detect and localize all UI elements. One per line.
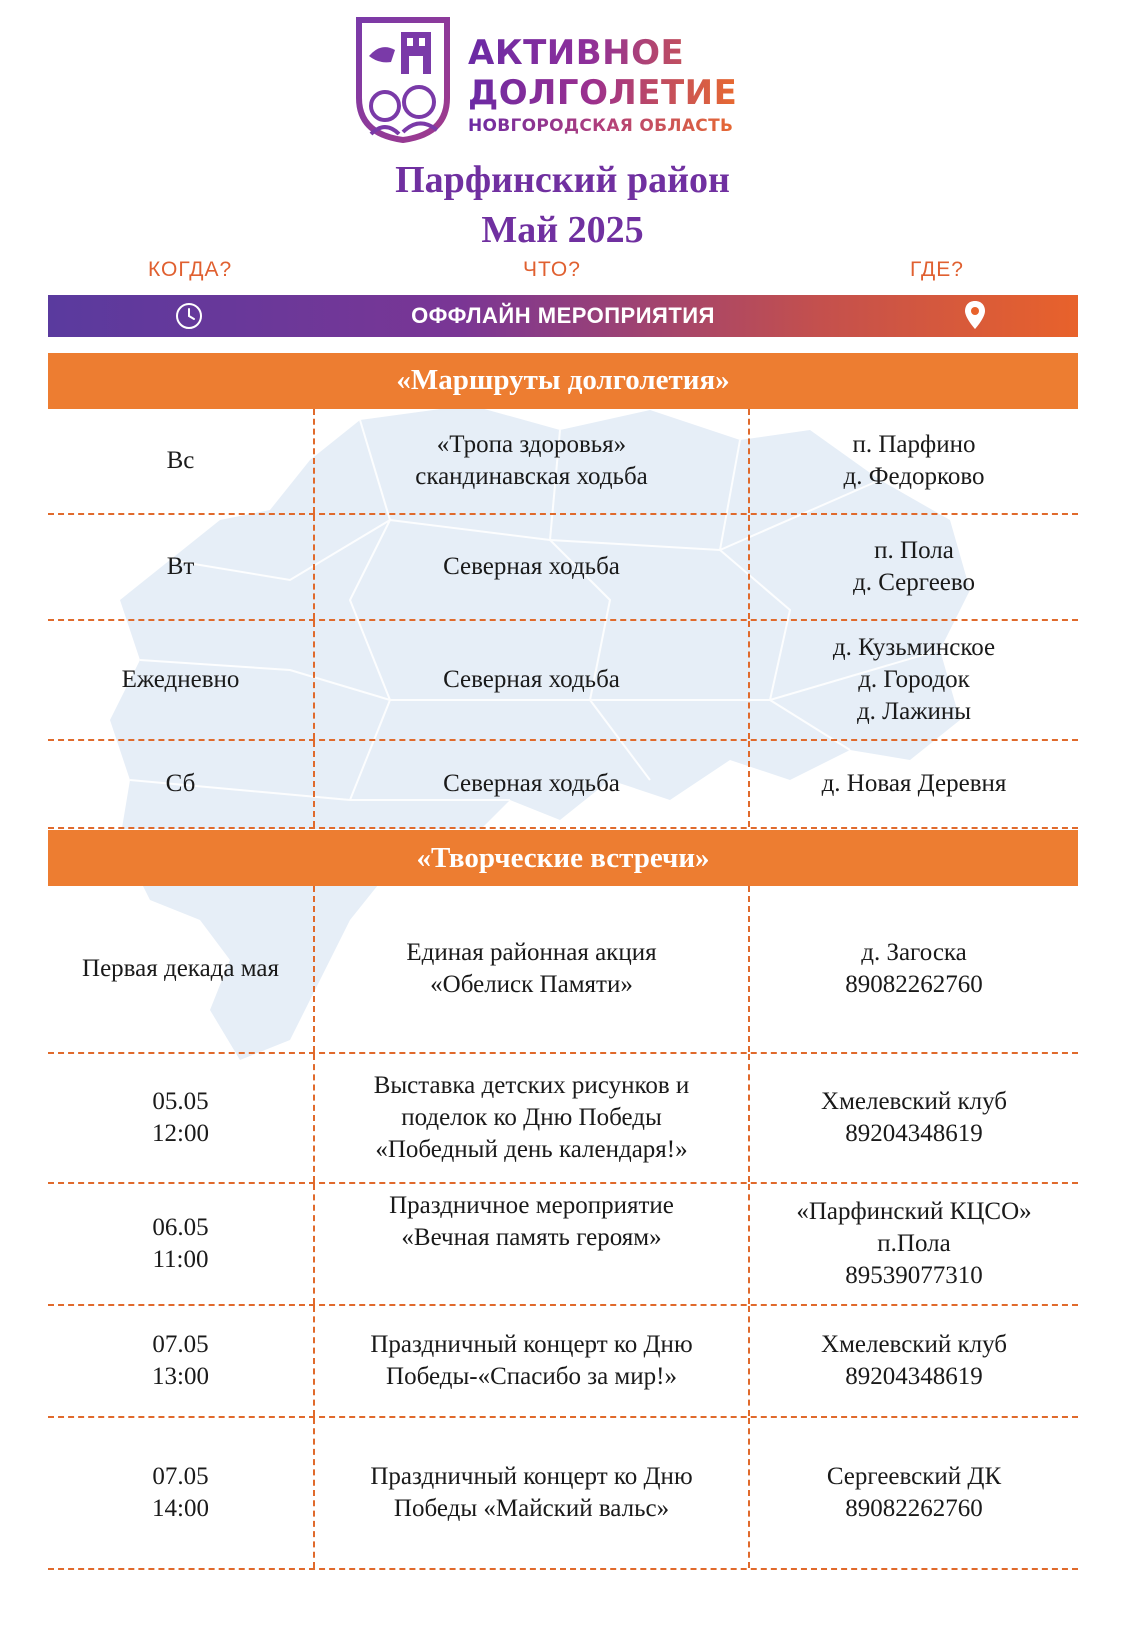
what-cell: Единая районная акция «Обелиск Памяти»: [315, 886, 750, 1052]
table-row: [48, 621, 1078, 741]
table-row: [48, 886, 1078, 1054]
table-row: [48, 1306, 1078, 1418]
where-cell: д. Новая Деревня: [821, 770, 1007, 797]
where-cell: Хмелевский клуб 89204348619: [821, 1331, 1007, 1390]
section-header-routes: «Маршруты долголетия»: [48, 352, 1078, 409]
what-cell: Северная ходьба: [315, 741, 750, 827]
when-cell: Вт: [48, 515, 315, 619]
logo-line-1: АКТИВНОЕ: [468, 36, 737, 70]
logo-line-3: НОВГОРОДСКАЯ ОБЛАСТЬ: [468, 118, 737, 135]
table-row: [48, 741, 1078, 829]
what-cell: Праздничный концерт ко Дню Победы-«Спасибо за мир!»: [315, 1306, 750, 1416]
table-row: [48, 409, 1078, 515]
when-cell: Первая декада мая: [48, 886, 315, 1052]
what-label: ЧТО?: [523, 258, 581, 281]
when-label: КОГДА?: [148, 258, 233, 281]
section-header-creative: «Творческие встречи»: [48, 829, 1078, 886]
what-cell: Северная ходьба: [315, 621, 750, 739]
table-row: [48, 1418, 1078, 1570]
what-cell: «Тропа здоровья» скандинавская ходьба: [315, 409, 750, 513]
where-label: ГДЕ?: [910, 258, 964, 281]
logo-line-2: ДОЛГОЛЕТИЕ: [468, 73, 738, 113]
what-cell: Праздничный концерт ко Дню Победы «Майский вальс»: [315, 1418, 750, 1568]
table-row: [48, 1184, 1078, 1306]
when-cell: 06.05 11:00: [48, 1184, 315, 1304]
when-cell: 07.05 13:00: [48, 1306, 315, 1416]
where-cell: п. Пола д. Сергеево: [852, 537, 976, 596]
when-cell: Вс: [48, 409, 315, 513]
when-cell: Ежедневно: [48, 621, 315, 739]
when-cell: Сб: [48, 741, 315, 827]
what-cell: Праздничное мероприятие «Вечная память героям»: [315, 1184, 750, 1304]
where-cell: д. Кузьминское д. Городок д. Лажины: [832, 634, 996, 725]
where-cell: п. Парфино д. Федорково: [843, 431, 985, 490]
where-cell: д. Загоска 89082262760: [845, 939, 983, 998]
active-longevity-logo-emblem: [355, 16, 451, 144]
where-cell: Хмелевский клуб 89204348619: [821, 1088, 1007, 1147]
what-cell: Выставка детских рисунков и поделок ко Дню Победы «Победный день календаря!»: [315, 1054, 750, 1182]
table-row: [48, 1054, 1078, 1184]
what-cell: Северная ходьба: [315, 515, 750, 619]
location-pin-icon: [963, 300, 987, 330]
column-questions: [0, 258, 1125, 288]
table-row: [48, 515, 1078, 621]
banner-title: ОФФЛАЙН МЕРОПРИЯТИЯ: [411, 303, 715, 328]
events-table: [48, 352, 1078, 1570]
header: [0, 0, 1125, 260]
month-title: Май 2025: [481, 209, 644, 251]
district-title: Парфинский район: [395, 159, 730, 201]
where-cell: «Парфинский КЦСО» п.Пола 89539077310: [796, 1198, 1032, 1289]
when-cell: 07.05 14:00: [48, 1418, 315, 1568]
logo-wordmark: [468, 33, 738, 136]
when-cell: 05.05 12:00: [48, 1054, 315, 1182]
offline-events-banner: [48, 295, 1078, 337]
where-cell: Сергеевский ДК 89082262760: [826, 1463, 1002, 1522]
